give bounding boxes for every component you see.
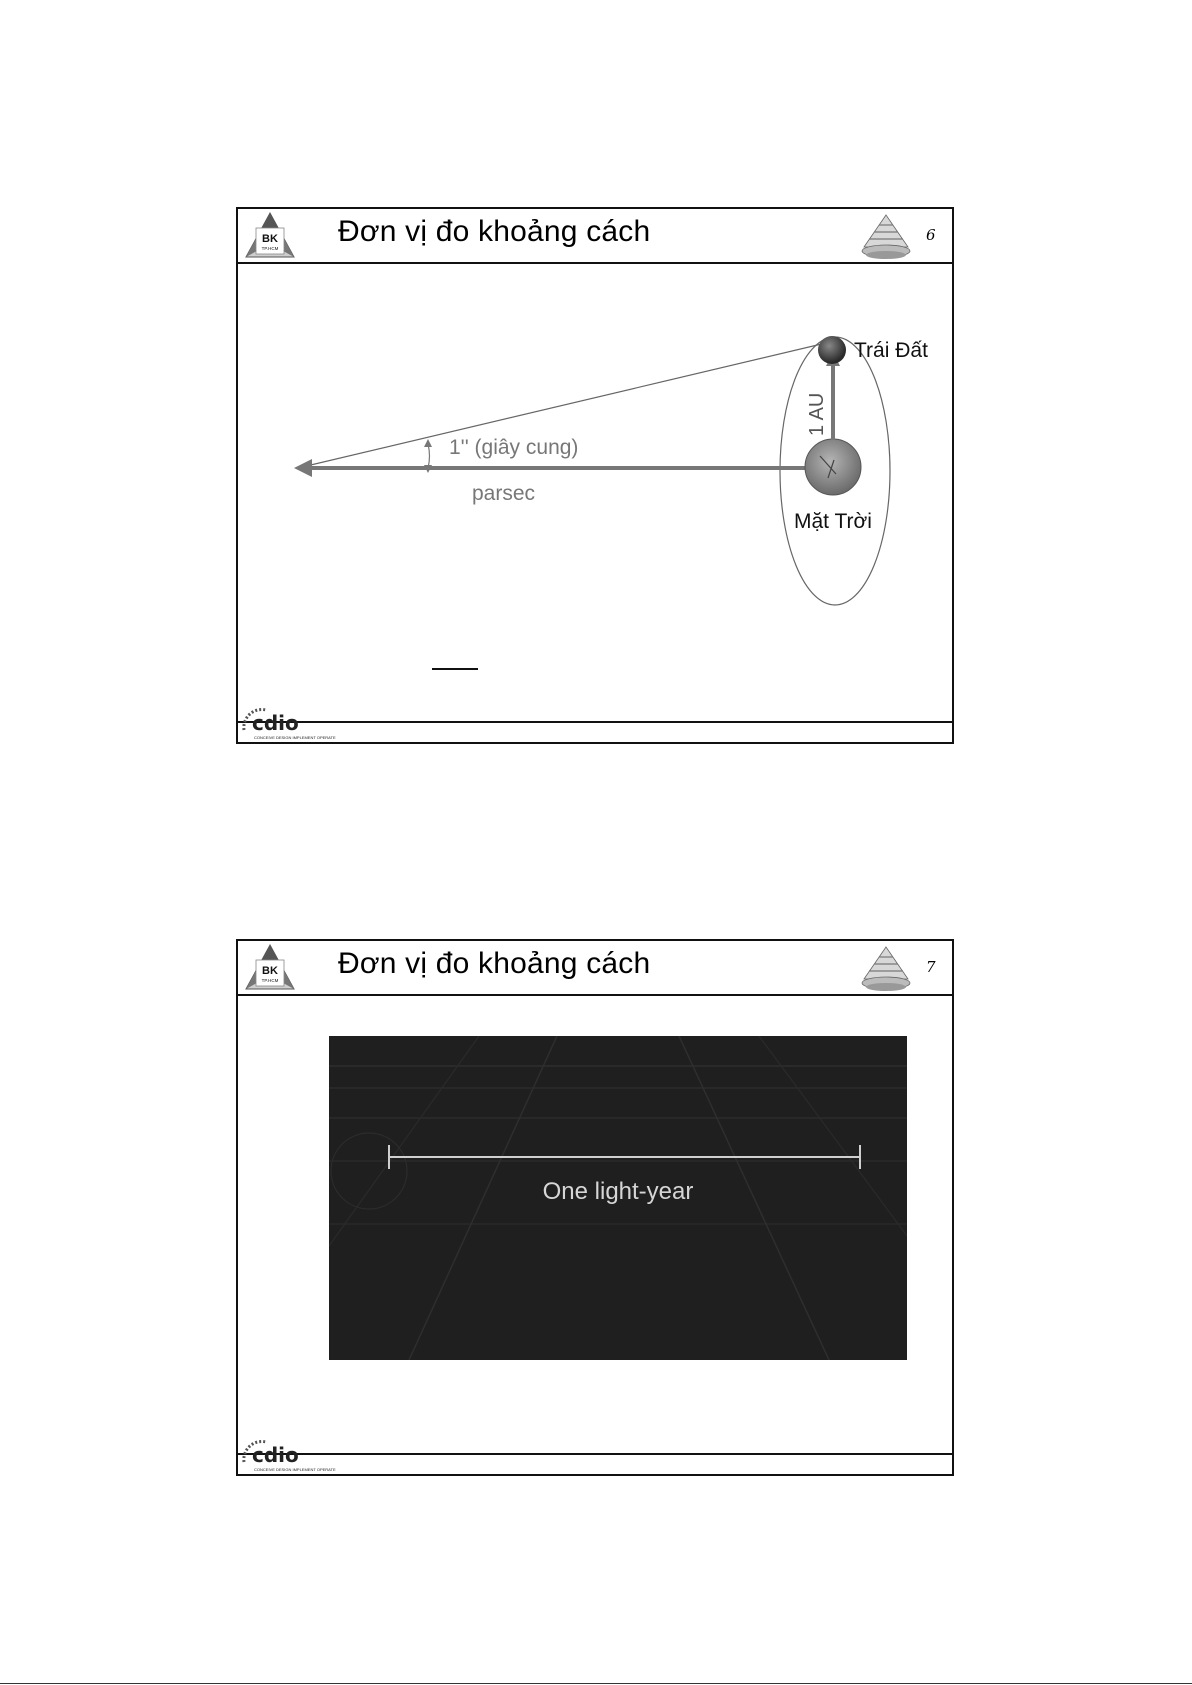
earth-label: Trái Đất	[854, 339, 928, 362]
distance-label: parsec	[472, 482, 536, 505]
cdio-logo	[240, 700, 370, 742]
underline-mark	[432, 668, 478, 670]
bk-logo-bottom-text: TP.HCM	[261, 978, 279, 983]
sun-label: Mặt Trời	[794, 510, 872, 533]
earth-icon	[818, 336, 846, 364]
light-year-video-frame	[329, 1036, 907, 1360]
bk-logo	[242, 943, 298, 993]
slide-number: 6	[926, 226, 936, 244]
slide-title: Đơn vị đo khoảng cách	[338, 215, 651, 248]
sun-icon	[805, 439, 861, 495]
parsec-arrowhead	[294, 459, 312, 477]
au-label: 1 AU	[806, 392, 828, 436]
parallax-diagram	[238, 264, 952, 664]
slide-header	[238, 941, 952, 996]
light-year-caption: One light-year	[542, 1178, 694, 1205]
pyramid-logo	[858, 211, 914, 261]
bk-logo-bottom-text: TP.HCM	[261, 246, 279, 251]
slide-6	[236, 207, 954, 744]
bk-logo	[242, 211, 298, 261]
light-year-graphic	[329, 1036, 907, 1360]
cdio-tagline: CONCEIVE DESIGN IMPLEMENT OPERATE	[254, 1467, 336, 1472]
bk-logo-top-text: BK	[262, 233, 278, 245]
angle-arc	[428, 444, 430, 468]
cdio-tagline: CONCEIVE DESIGN IMPLEMENT OPERATE	[254, 735, 336, 740]
cdio-word: cdio	[252, 1443, 299, 1467]
slide-title: Đơn vị đo khoảng cách	[338, 947, 651, 980]
slide-7	[236, 939, 954, 1476]
bk-logo-top-text: BK	[262, 965, 278, 977]
pyramid-logo	[858, 943, 914, 993]
cdio-logo	[240, 1432, 370, 1474]
slide-number: 7	[926, 958, 936, 976]
page-bottom-rule	[0, 1683, 1192, 1684]
slide-header	[238, 209, 952, 264]
cdio-word: cdio	[252, 711, 299, 735]
angle-label: 1'' (giây cung)	[449, 436, 579, 459]
